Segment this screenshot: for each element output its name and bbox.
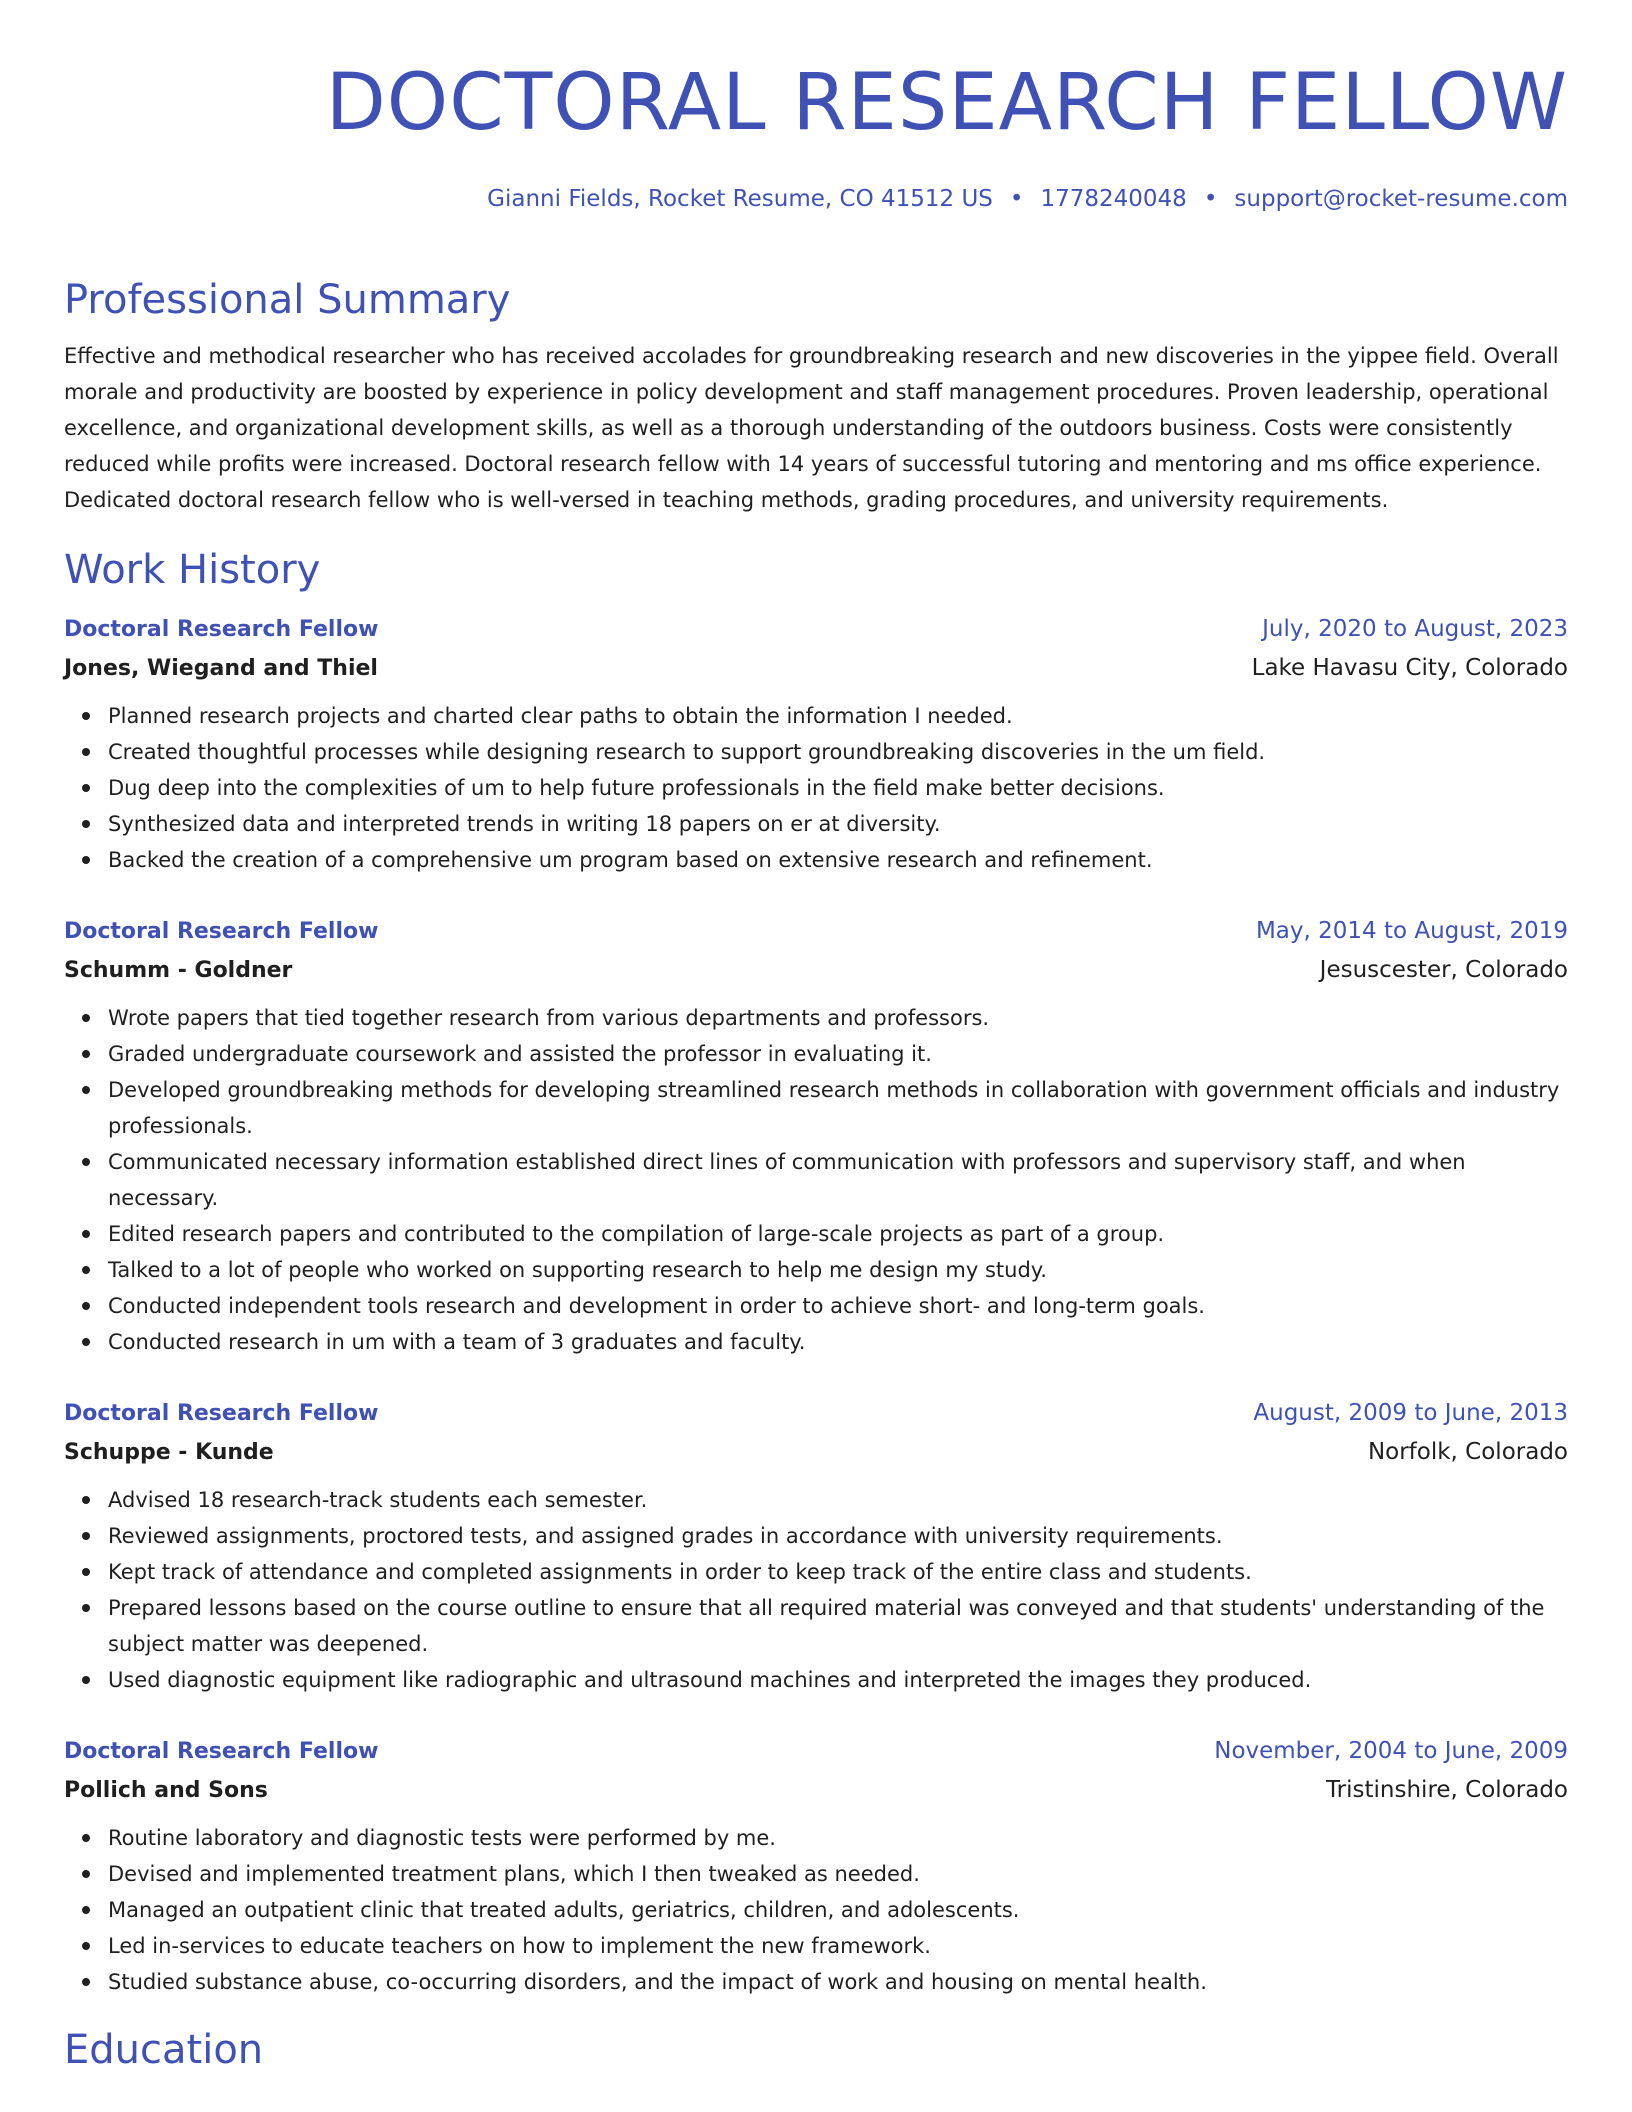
job-bullet: Kept track of attendance and completed assignments in order to keep track of the entire class and students.: [108, 1554, 1568, 1590]
contact-email[interactable]: support@rocket-resume.com: [1234, 186, 1568, 212]
job-bullet: Devised and implemented treatment plans, which I then tweaked as needed.: [108, 1856, 1568, 1892]
summary-heading: Professional Summary: [64, 277, 511, 323]
job-bullet: Graded undergraduate coursework and assisted the professor in evaluating it.: [108, 1036, 1568, 1072]
job-bullet: Edited research papers and contributed to the compilation of large-scale projects as part of a group.: [108, 1216, 1568, 1252]
job-bullet: Backed the creation of a comprehensive um program based on extensive research and refinement.: [108, 842, 1568, 878]
job-title: Doctoral Research Fellow: [64, 919, 379, 944]
job-bullet: Used diagnostic equipment like radiographic and ultrasound machines and interpreted the images they produced.: [108, 1662, 1568, 1698]
job-bullet: Developed groundbreaking methods for developing streamlined research methods in collaboration with government officials and industry professionals.: [108, 1072, 1568, 1144]
job-bullet: Reviewed assignments, proctored tests, and assigned grades in accordance with university requirements.: [108, 1518, 1568, 1554]
contact-separator: •: [1009, 186, 1024, 212]
job-location: Tristinshire, Colorado: [1326, 1777, 1568, 1803]
job-bullet-list: [64, 1000, 1568, 1360]
contact-phone: 1778240048: [1040, 186, 1187, 212]
contact-line: [64, 184, 1568, 214]
summary-text: Effective and methodical researcher who has received accolades for groundbreaking research and new discoveries in the yippee field. Overall morale and productivity are boosted by experience in policy development and staff management procedures. Proven leadership, operational excellence, and organizational development skills, as well as a thorough understanding of the outdoors business. Costs were consistently reduced while profits were increased. Doctoral research fellow with 14 years of successful tutoring and mentoring and ms office experience. Dedicated doctoral research fellow who is well-versed in teaching methods, grading procedures, and university requirements.: [64, 344, 1559, 512]
job-company-row: [64, 1771, 1568, 1810]
job-company: Pollich and Sons: [64, 1778, 268, 1803]
job-bullet: Dug deep into the complexities of um to help future professionals in the field make better decisions.: [108, 770, 1568, 806]
job-title-row: [64, 1732, 1568, 1771]
job-bullet-list: [64, 698, 1568, 878]
job-title: Doctoral Research Fellow: [64, 617, 379, 642]
contact-separator: •: [1203, 186, 1218, 212]
work-history-list: [64, 610, 1568, 2000]
job-title: Doctoral Research Fellow: [64, 1401, 379, 1426]
job-company-row: [64, 1433, 1568, 1472]
job-bullet: Synthesized data and interpreted trends in writing 18 papers on er at diversity.: [108, 806, 1568, 842]
job-bullet: Communicated necessary information established direct lines of communication with professors and supervisory staff, and when necessary.: [108, 1144, 1568, 1216]
job-dates: May, 2014 to August, 2019: [1255, 918, 1568, 944]
job-dates: July, 2020 to August, 2023: [1262, 616, 1568, 642]
job-bullet: Conducted research in um with a team of 3 graduates and faculty.: [108, 1324, 1568, 1360]
job-bullet-list: [64, 1820, 1568, 2000]
job-bullet: Wrote papers that tied together research from various departments and professors.: [108, 1000, 1568, 1036]
job-company: Schumm - Goldner: [64, 958, 293, 983]
work-history-heading: Work History: [64, 547, 321, 593]
job-entry: [64, 1732, 1568, 2000]
job-bullet: Studied substance abuse, co-occurring disorders, and the impact of work and housing on mental health.: [108, 1964, 1568, 2000]
job-title: Doctoral Research Fellow: [64, 1739, 379, 1764]
job-bullet: Created thoughtful processes while designing research to support groundbreaking discoveries in the um field.: [108, 734, 1568, 770]
job-entry: [64, 610, 1568, 878]
job-bullet: Planned research projects and charted clear paths to obtain the information I needed.: [108, 698, 1568, 734]
job-title-row: [64, 1394, 1568, 1433]
job-dates: November, 2004 to June, 2009: [1214, 1738, 1568, 1764]
job-company: Jones, Wiegand and Thiel: [64, 656, 378, 681]
contact-address: Gianni Fields, Rocket Resume, CO 41512 US: [487, 186, 993, 212]
job-dates: August, 2009 to June, 2013: [1253, 1400, 1568, 1426]
job-company-row: [64, 951, 1568, 990]
job-bullet: Advised 18 research-track students each semester.: [108, 1482, 1568, 1518]
job-location: Norfolk, Colorado: [1367, 1439, 1568, 1465]
education-heading: Education: [64, 2027, 264, 2073]
job-bullet: Talked to a lot of people who worked on supporting research to help me design my study.: [108, 1252, 1568, 1288]
job-bullet: Routine laboratory and diagnostic tests were performed by me.: [108, 1820, 1568, 1856]
job-company-row: [64, 649, 1568, 688]
resume-page: [64, 0, 1568, 2076]
job-bullet: Conducted independent tools research and development in order to achieve short- and long-term goals.: [108, 1288, 1568, 1324]
job-bullet-list: [64, 1482, 1568, 1698]
job-title-row: [64, 610, 1568, 649]
job-bullet: Managed an outpatient clinic that treated adults, geriatrics, children, and adolescents.: [108, 1892, 1568, 1928]
resume-title: DOCTORAL RESEARCH FELLOW: [325, 58, 1568, 148]
job-location: Jesuscester, Colorado: [1319, 957, 1568, 983]
job-entry: [64, 912, 1568, 1360]
job-company: Schuppe - Kunde: [64, 1440, 274, 1465]
job-title-row: [64, 912, 1568, 951]
job-entry: [64, 1394, 1568, 1698]
job-bullet: Led in-services to educate teachers on how to implement the new framework.: [108, 1928, 1568, 1964]
job-location: Lake Havasu City, Colorado: [1251, 655, 1568, 681]
job-bullet: Prepared lessons based on the course outline to ensure that all required material was conveyed and that students' understanding of the subject matter was deepened.: [108, 1590, 1568, 1662]
